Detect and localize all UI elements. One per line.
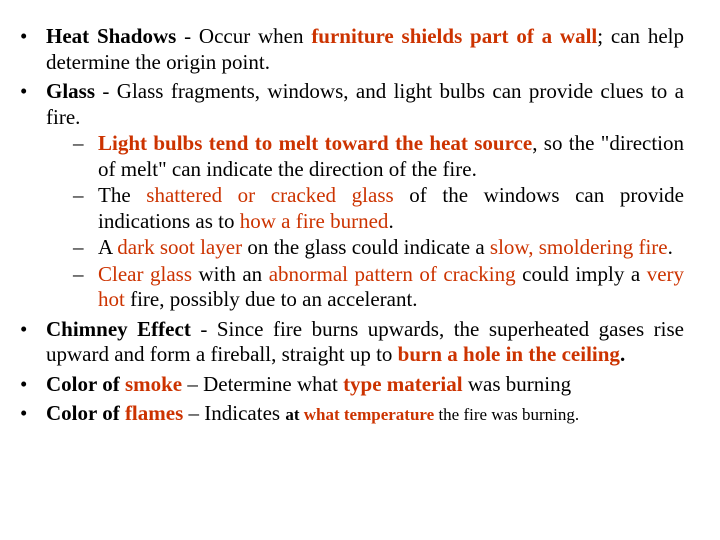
- highlight-text: Clear glass: [98, 261, 192, 286]
- sub-text: The: [98, 183, 147, 207]
- bullet-text: - Occur when: [176, 24, 312, 48]
- sub-bullet-clear-glass: [46, 262, 684, 313]
- bullet-list: [20, 24, 684, 432]
- highlight-text: abnormal pattern of cracking: [268, 261, 516, 286]
- bullet-text: the fire was burning.: [434, 405, 580, 424]
- highlight-text: how a fire burned: [239, 208, 389, 233]
- highlight-text: furniture shields part of a wall: [311, 24, 598, 48]
- bullet-chimney-effect: [20, 317, 684, 368]
- highlight-text: flames: [124, 401, 184, 425]
- bullet-text: - Glass fragments, windows, and light bulbs can provide clues to a fire.: [46, 79, 684, 129]
- bullet-color-of-smoke: [20, 372, 684, 398]
- bullet-text: was burning: [462, 371, 572, 396]
- bullet-text: ; can help determine the origin point.: [46, 24, 684, 74]
- bullet-heat-shadows: [20, 24, 684, 75]
- bullet-term: Color of: [46, 401, 125, 425]
- sub-text: .: [388, 208, 394, 233]
- bullet-glass: [20, 79, 684, 313]
- sub-bullet-list: [46, 131, 684, 313]
- sub-text: of the windows can provide indications as to: [98, 183, 684, 233]
- sub-text: fire, possibly due to an accelerant.: [124, 287, 418, 311]
- bullet-text: .: [619, 342, 626, 366]
- sub-text: .: [667, 235, 673, 259]
- sub-text: , so the "direction of melt" can indicate the direction of the fire.: [98, 131, 684, 181]
- bullet-term: Chimney Effect: [46, 316, 191, 341]
- highlight-text: burn a hole in the ceiling: [397, 342, 620, 366]
- sub-bullet-soot-layer: [46, 235, 684, 261]
- highlight-text: type material: [343, 371, 463, 396]
- bullet-text: – Determine what: [182, 371, 344, 396]
- sub-bullet-shattered-glass: [46, 183, 684, 234]
- highlight-text: what temperature: [303, 405, 435, 424]
- bullet-term: Heat Shadows: [46, 24, 177, 48]
- highlight-text: dark soot layer: [117, 235, 243, 259]
- highlight-text: very hot: [98, 261, 685, 311]
- sub-bullet-light-bulbs: [46, 131, 684, 182]
- bullet-text: at: [285, 405, 304, 424]
- bullet-color-of-flames: [20, 401, 684, 428]
- highlight-text: shattered or cracked glass: [146, 183, 394, 207]
- bullet-text: - Since fire burns upwards, the superheated gases rise upward and form a fireball, straight up to: [46, 316, 684, 366]
- bullet-term: Color of: [46, 371, 125, 396]
- highlight-text: slow, smoldering fire: [489, 235, 668, 259]
- sub-text: on the glass could indicate a: [242, 235, 490, 259]
- bullet-term: Glass: [46, 79, 96, 103]
- sub-text: A: [98, 235, 118, 259]
- highlight-text: smoke: [124, 371, 183, 396]
- sub-text: could imply a: [515, 261, 647, 286]
- sub-text: with an: [192, 261, 269, 286]
- bullet-text: – Indicates: [183, 401, 286, 425]
- highlight-text: Light bulbs tend to melt toward the heat source: [98, 131, 533, 155]
